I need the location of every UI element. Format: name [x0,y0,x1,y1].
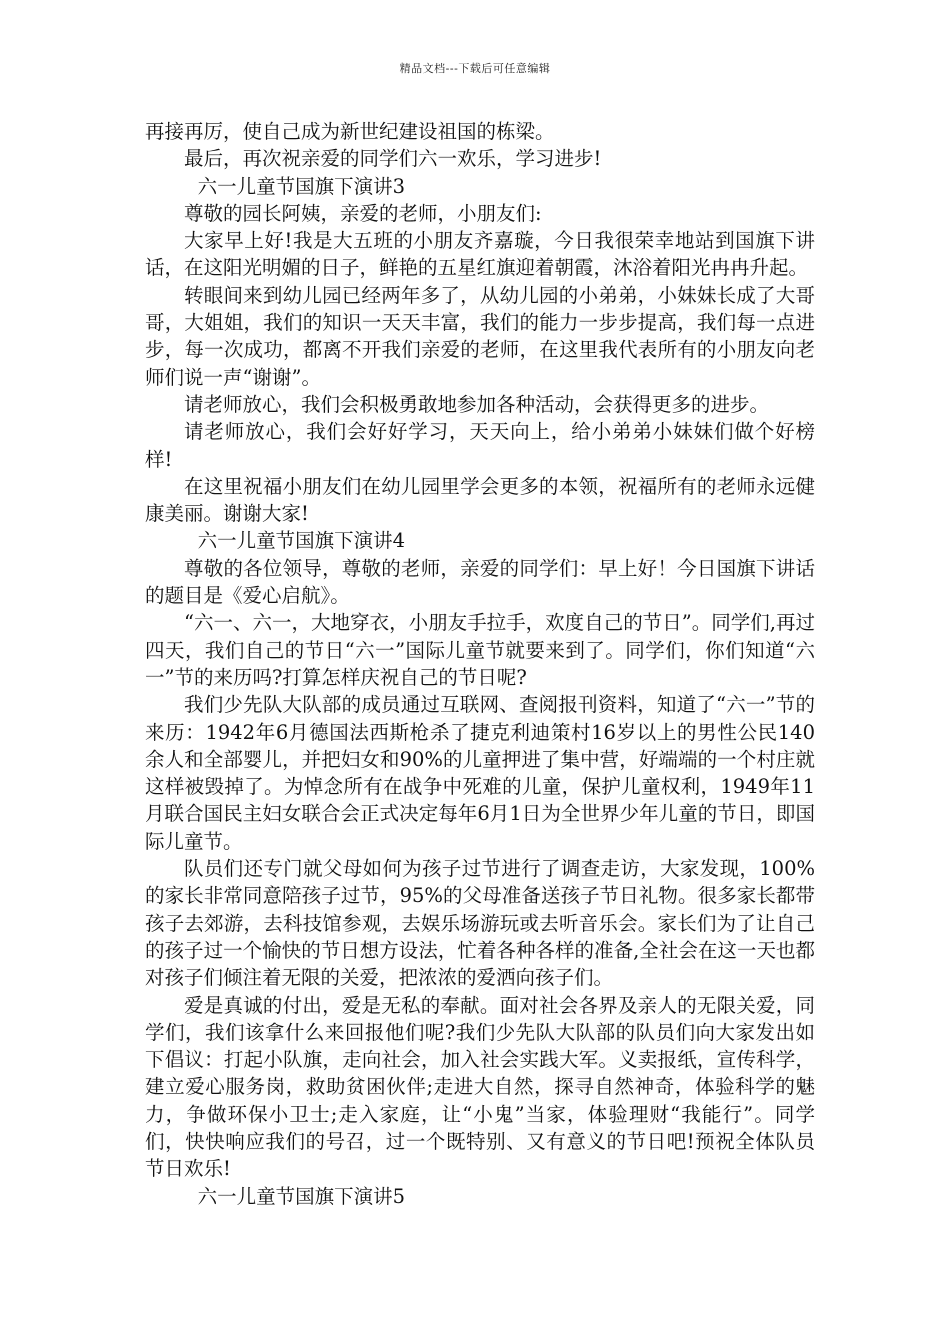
paragraph: 再接再厉，使自己成为新世纪建设祖国的栋梁。 [145,120,555,143]
paragraph: 请老师放心，我们会积极勇敢地参加各种活动，会获得更多的进步。 [184,392,770,416]
section-heading: 六一儿童节国旗下演讲5 [197,1184,406,1208]
document-body [145,118,815,1210]
section-heading: 六一儿童节国旗下演讲4 [197,529,406,553]
paragraph: 在这里祝福小朋友们在幼儿园里学会更多的本领，祝福所有的老师永远健康美丽。谢谢大家! [145,474,815,526]
paragraph: “六一、六一，大地穿衣，小朋友手拉手，欢度自己的节日”。同学们,再过四天，我们自己的节日“六一”国际儿童节就要来到了。同学们，你们知道“六一”节的来历吗?打算怎样庆祝自己的节日呢? [145,611,815,689]
paragraph: 最后，再次祝亲爱的同学们六一欢乐，学习进步! [184,147,602,171]
paragraph: 大家早上好!我是大五班的小朋友齐嘉璇，今日我很荣幸地站到国旗下讲话，在这阳光明媚的日子，鲜艳的五星红旗迎着朝霞，沐浴着阳光冉冉升起。 [145,229,815,280]
paragraph: 请老师放心，我们会好好学习，天天向上，给小弟弟小妹妹们做个好榜样! [145,420,815,471]
paragraph: 队员们还专门就父母如何为孩子过节进行了调查走访，大家发现，100%的家长非常同意陪孩子过节，95%的父母准备送孩子节日礼物。很多家长都带孩子去郊游，去科技馆参观，去娱乐场游玩或去听音乐会。家长们为了让自己的孩子过一个愉快的节日想方设法，忙着各种各样的准备,全社会在这一天也都对孩子们倾注着无限的关爱，把浓浓的爱洒向孩子们。 [145,857,815,990]
paragraph: 我们少先队大队部的成员通过互联网、查阅报刊资料，知道了“六一”节的来历：1942年6月德国法西斯枪杀了捷克利迪策村16岁以上的男性公民140余人和全部婴儿，并把妇女和90%的儿童押进了集中营，好端端的一个村庄就这样被毁掉了。为悼念所有在战争中死难的儿童，保护儿童权利，1949年11月联合国民主妇女联合会正式决定每年6月1日为全世界少年儿童的节日，即国际儿童节。 [145,693,815,853]
paragraph: 爱是真诚的付出，爱是无私的奉献。面对社会各界及亲人的无限关爱，同学们，我们该拿什么来回报他们呢?我们少先队大队部的队员们向大家发出如下倡议：打起小队旗，走向社会，加入社会实践大军。义卖报纸，宣传科学，建立爱心服务岗，救助贫困伙伴;走进大自然，探寻自然神奇，体验科学的魅力，争做环保小卫士;走入家庭，让“小鬼”当家，体验理财“我能行”。同学们，快快响应我们的号召，过一个既特别、又有意义的节日吧!预祝全体队员节日欢乐! [145,993,815,1181]
paragraph: 尊敬的园长阿姨，亲爱的老师，小朋友们: [184,201,542,225]
paragraph: 转眼间来到幼儿园已经两年多了，从幼儿园的小弟弟，小妹妹长成了大哥哥，大姐姐，我们的知识一天天丰富，我们的能力一步步提高，我们每一点进步，每一次成功，都离不开我们亲爱的老师，在这里我代表所有的小朋友向老师们说一声“谢谢”。 [145,283,815,389]
section-heading: 六一儿童节国旗下演讲3 [197,174,406,198]
paragraph: 尊敬的各位领导，尊敬的老师，亲爱的同学们：早上好！今日国旗下讲话的题目是《爱心启航》。 [145,556,815,608]
page-header: 精品文档---下载后可任意编辑 [399,62,551,75]
